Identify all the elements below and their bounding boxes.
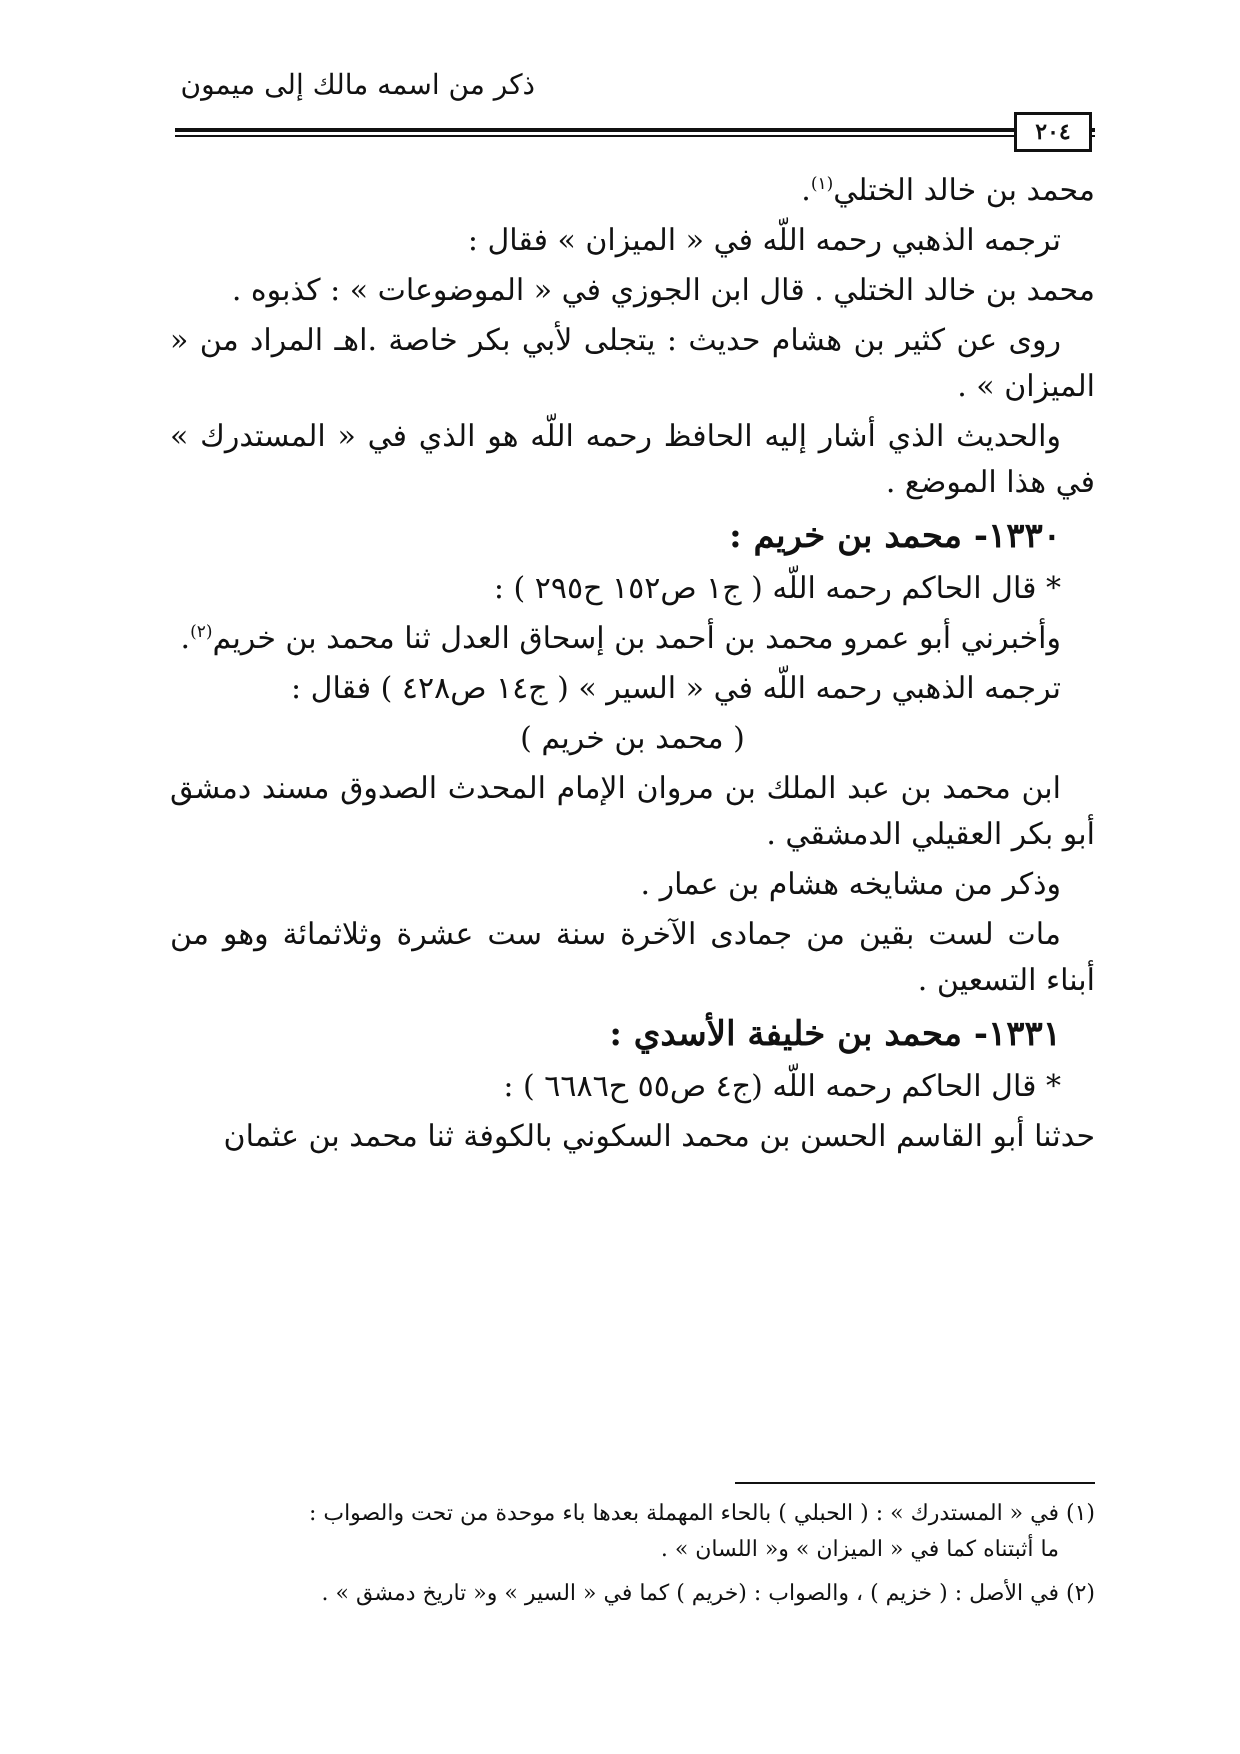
body-text (170, 168, 1095, 1164)
isnad-text: وأخبرني أبو عمرو محمد بن أحمد بن إسحاق العدل ثنا محمد بن خريم (212, 621, 1061, 656)
entry-heading-1331: ١٣٣١- محمد بن خليفة الأسدي : (609, 1014, 1061, 1054)
footnote-2 (170, 1576, 1095, 1612)
footnote-2-marker: (٢) (1065, 1581, 1095, 1606)
footnote-2-text: في الأصل : ( خزيم ) ، والصواب : (خريم ) كما في « السير » و« تاريخ دمشق » . (321, 1581, 1059, 1606)
paragraph: * قال الحاكم رحمه اللّه (ج٤ ص٥٥ ح٦٦٨٦ ) : (503, 1069, 1061, 1104)
paragraph: مات لست بقين من جمادى الآخرة سنة ست عشرة وثلاثمائة وهو من أبناء التسعين . (170, 917, 1095, 998)
paragraph: روى عن كثير بن هشام حديث : يتجلى لأبي بكر خاصة .اهـ المراد من « الميزان » . (170, 323, 1095, 404)
footnote-1-continuation: ما أثبتناه كما في « الميزان » و« اللسان » . (660, 1537, 1059, 1562)
footnote-1-marker: (١) (1065, 1501, 1095, 1526)
entry-name-text: محمد بن خالد الختلي (833, 173, 1095, 208)
header-rule-thick (175, 128, 1095, 132)
isnad-end: . (180, 621, 191, 656)
paragraph-entry-name (170, 168, 1095, 214)
paragraph: والحديث الذي أشار إليه الحافظ رحمه اللّه هو الذي في « المستدرك » في هذا الموضع . (170, 419, 1095, 500)
entry-name-end: . (801, 173, 811, 208)
paragraph: * قال الحاكم رحمه اللّه ( ج١ ص١٥٢ ح٢٩٥ ) : (493, 571, 1061, 606)
running-title: ذكر من اسمه مالك إلى ميمون (180, 68, 535, 101)
entry-heading-1330: ١٣٣٠- محمد بن خريم : (729, 516, 1061, 556)
footnote-ref-2: (٢) (190, 622, 213, 642)
paragraph: حدثنا أبو القاسم الحسن بن محمد السكوني بالكوفة ثنا محمد بن عثمان (223, 1119, 1095, 1154)
footnote-separator (735, 1482, 1095, 1484)
footnote-1-text: في « المستدرك » : ( الحبلي ) بالحاء المهملة بعدها باء موحدة من تحت والصواب : (308, 1501, 1059, 1526)
footnotes (170, 1496, 1095, 1620)
paragraph: محمد بن خالد الختلي . قال ابن الجوزي في « الموضوعات » : كذبوه . (231, 273, 1095, 308)
footnote-1 (170, 1496, 1095, 1568)
paragraph: ابن محمد بن عبد الملك بن مروان الإمام المحدث الصدوق مسند دمشق أبو بكر العقيلي الدمشقي . (170, 771, 1095, 852)
footnote-ref-1: (١) (810, 174, 834, 194)
page-number: ٢٠٤ (1014, 112, 1092, 152)
centered-name: ( محمد بن خريم ) (520, 721, 745, 756)
paragraph-isnad (170, 616, 1095, 662)
paragraph: وذكر من مشايخه هشام بن عمار . (640, 867, 1061, 902)
paragraph: ترجمه الذهبي رحمه اللّه في « الميزان » فقال : (467, 223, 1061, 258)
paragraph: ترجمه الذهبي رحمه اللّه في « السير » ( ج١٤ ص٤٢٨ ) فقال : (291, 671, 1061, 706)
header-rule-thin (175, 135, 1095, 137)
